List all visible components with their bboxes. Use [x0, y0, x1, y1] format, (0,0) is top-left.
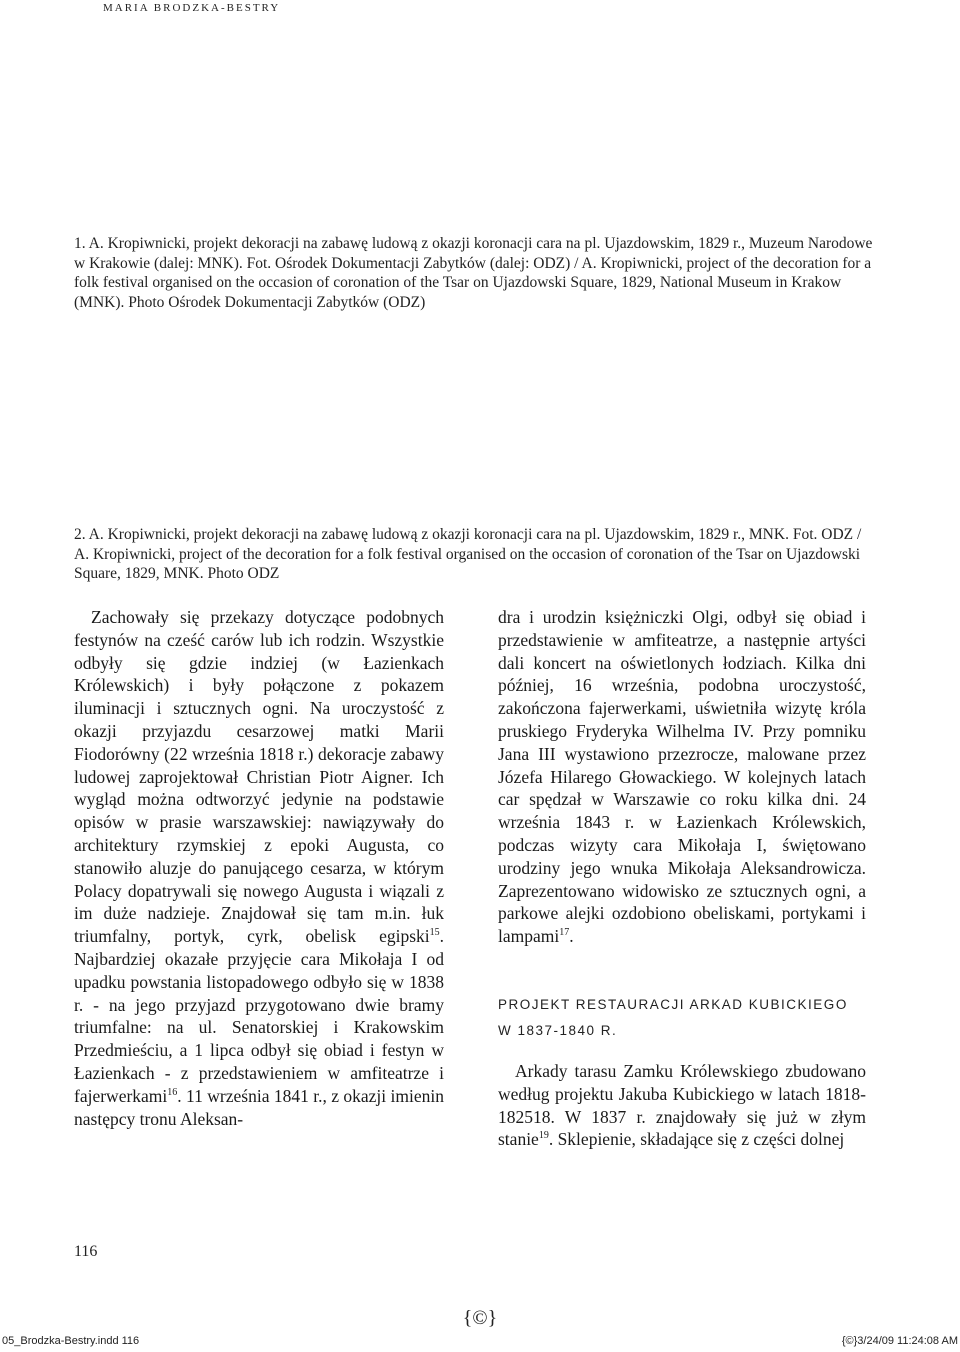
footnote-ref-16: 16: [167, 1086, 178, 1098]
figure-caption-1: 1. A. Kropiwnicki, projekt dekoracji na zabawę ludową z okazji koronacji cara na pl. Ujazdowskim, 1829 r., Muzeum Narodowe w Krakowie (dalej: MNK). Fot. Ośrodek Dokumentacji Zabytków (dalej: ODZ) / A. Kropiwnicki, project of the decoration for a folk festival organised on the occasion of coronation of the Tsar on Ujazdowski Square, 1829, National Museum in Krakow (MNK). Photo Ośrodek Dokumentacji Zabytków (ODZ): [74, 235, 873, 311]
text-run: Arkady tarasu Zamku Królewskiego zbudowano według projektu Jakuba Kubickiego w latach 1818-182518. W 1837 r. znajdowały się już w złym stanie: [498, 1060, 866, 1150]
body-column-left: [74, 606, 444, 1130]
paragraph: [74, 606, 444, 1130]
text-run: Zachowały się przekazy dotyczące podobnych festynów na cześć carów lub ich rodzin. Wszystkie odbyły się gdzie indziej (w Łazienkach Królewskich) i były połączone z pokazem iluminacji i sztucznych ogni. Na uroczystość z okazji przyjazdu cesarzowej matki Marii Fiodorówny (22 września 1818 r.) dekoracje zabawy ludowej zaprojektował Christian Piotr Aigner. Ich wygląd można odtworzyć jedynie na podstawie opisów w prasie warszawskiej: nawiązywały do architektury rzymskiej z epoki Augusta, co stanowiło aluzje do panującego cesarza, w którym Polacy dopatrywali się nowego Augusta i wiązali z im duże nadzieje. Znajdował się tam m.in. łuk triumfalny, portyk, cyrk, obelisk egipski: [74, 607, 444, 947]
footnote-ref-17: 17: [559, 927, 570, 939]
text-run: . Sklepienie, składające się z części dolnej: [548, 1129, 845, 1150]
footnote-ref-15: 15: [429, 927, 440, 939]
footnote-ref-19: 19: [538, 1130, 549, 1142]
text-run: . 11 września 1841 r., z okazji imienin następcy tronu Aleksan-: [74, 1085, 444, 1129]
figure-caption-2: 2. A. Kropiwnicki, projekt dekoracji na zabawę ludową z okazji koronacji cara na pl. Ujazdowskim, 1829 r., MNK. Fot. ODZ / A. Kropiwnicki, project of the decoration for a folk festival organised on the occasion of coronation of the Tsar on Ujazdowski Square, 1829, MNK. Photo ODZ: [74, 526, 862, 582]
body-column-right: [498, 606, 866, 1151]
paragraph: [498, 1060, 866, 1151]
print-slug-left: 05_Brodzka-Bestry.indd 116: [2, 1335, 140, 1347]
page-number: 116: [74, 1243, 98, 1260]
registration-mark: {©}: [462, 1307, 498, 1329]
text-run: dra i urodzin księżniczki Olgi, odbył się obiad i przedstawienie w amfiteatrze, a następnie artyści dali koncert na oświetlonych łodziach. Kilka dni później, 16 września, podobna uroczystość, zakończona fajerwerkami, uświetniła wizytę króla pruskiego Fryderyka Wilhelma IV. Przy pomniku Jana III wystawiono przezrocze, malowane przez Józefa Hilarego Głowackiego. W kolejnych latach car spędzał w Warszawie co roku kilka dni. 24 września 1843 r. w Łazienkach Królewskich, podczas wizyty cara Mikołaja I, świętowano urodziny jego wnuka Mikołaja Aleksandrowicza. Zaprezentowano widowisko ze sztucznych ogni, a parkowe alejki ozdobiono obeliskami, portykami i lampami: [498, 607, 866, 947]
text-run: . Najbardziej okazałe przyjęcie cara Mikołaja I od upadku powstania listopadowego odbyło się w 1838 r. - na jego przyjazd przygotowano dwie bramy triumfalne: na ul. Senatorskiej i Krakowskim Przedmieściu, a 1 lipca odbył się obiad i festyn w Łazienkach - z przedstawieniem w amfiteatrze i fajerwerkami: [74, 926, 444, 1106]
text-run: .: [569, 926, 574, 947]
section-heading: PROJEKT RESTAURACJI ARKAD KUBICKIEGO W 1837-1840 R.: [498, 996, 848, 1038]
running-head: MARIA BRODZKA-BESTRY: [103, 2, 281, 14]
paragraph: [498, 606, 866, 948]
print-slug-right: {©}3/24/09 11:24:08 AM: [841, 1335, 958, 1347]
